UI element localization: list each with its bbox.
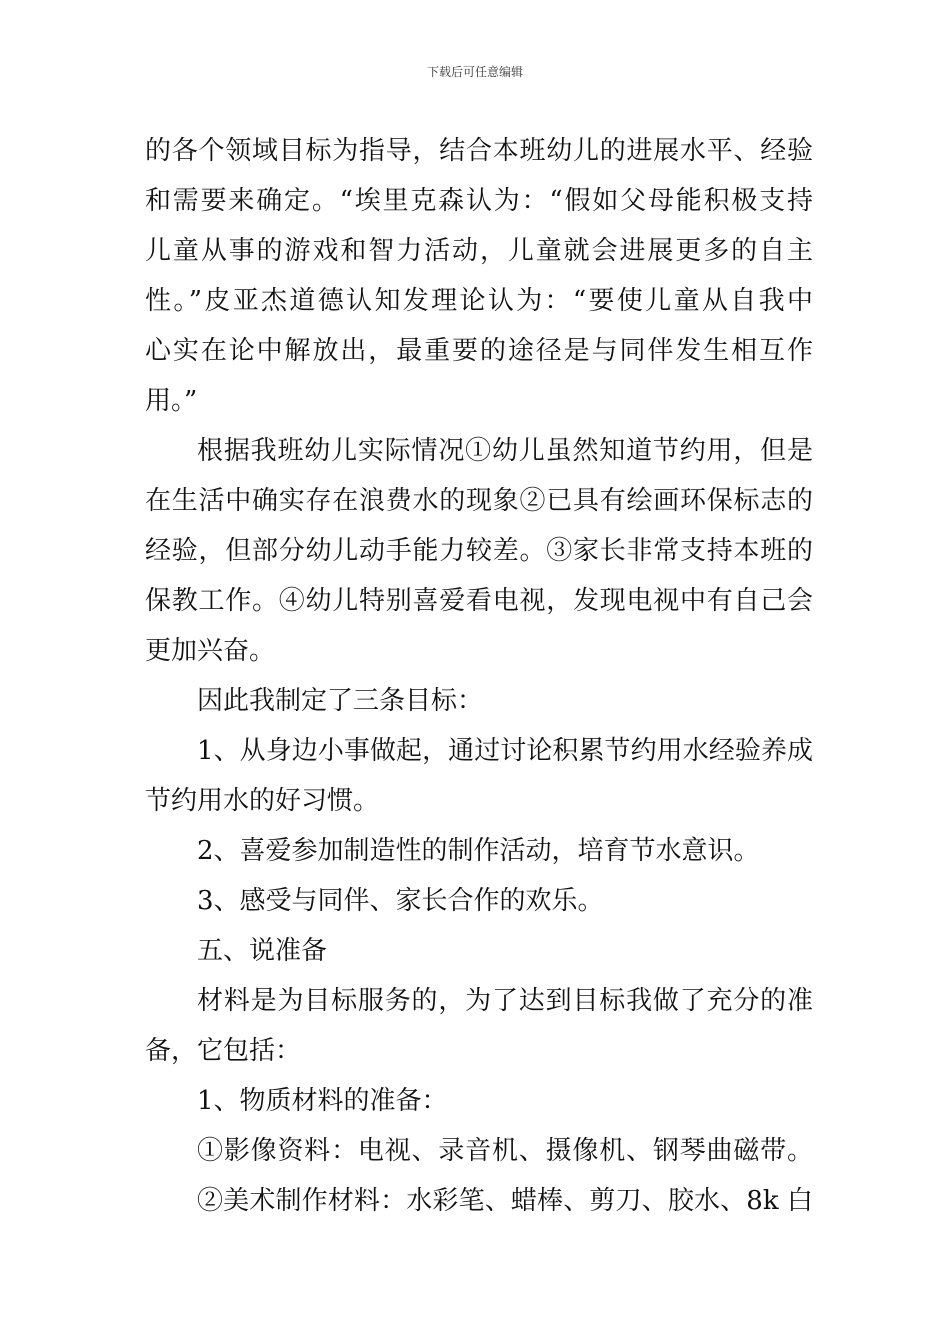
text-line: 3、感受与同伴、家长合作的欢乐。 [197, 886, 604, 916]
text-line: 1、从身边小事做起，通过讨论积累节约用水经验养成 [197, 736, 813, 766]
document-body [145, 126, 813, 1226]
text-line: 备，它包括： [145, 1036, 302, 1066]
text-line: 和需要来确定。“埃里克森认为：“假如父母能积极支持 [145, 186, 813, 216]
page-header: 下载后可任意编辑 [426, 65, 523, 79]
text-line: 根据我班幼儿实际情况①幼儿虽然知道节约用，但是 [197, 436, 813, 466]
text-line: 经验，但部分幼儿动手能力较差。③家长非常支持本班的 [145, 536, 813, 566]
text-line: 儿童从事的游戏和智力活动，儿童就会进展更多的自主 [145, 236, 813, 266]
text-line: 1、物质材料的准备： [197, 1086, 448, 1116]
text-line: 的各个领域目标为指导，结合本班幼儿的进展水平、经验 [145, 136, 813, 166]
text-line: 因此我制定了三条目标： [197, 686, 484, 716]
text-line: 材料是为目标服务的，为了达到目标我做了充分的准 [197, 986, 813, 1016]
text-line: 更加兴奋。 [145, 636, 276, 666]
text-line: ②美术制作材料：水彩笔、蜡棒、剪刀、胶水、8k 白 [197, 1186, 813, 1216]
text-line: 在生活中确实存在浪费水的现象②已具有绘画环保标志的 [145, 486, 813, 516]
text-line: 2、喜爱参加制造性的制作活动，培育节水意识。 [197, 836, 760, 866]
text-line: 性。”皮亚杰道德认知发理论认为：“要使儿童从自我中 [145, 286, 813, 316]
section-heading: 五、说准备 [197, 936, 328, 966]
text-line: 节约用水的好习惯。 [145, 786, 380, 816]
text-line: ①影像资料：电视、录音机、摄像机、钢琴曲磁带。 [197, 1136, 813, 1166]
text-line: 用。” [145, 386, 198, 416]
text-line: 心实在论中解放出，最重要的途径是与同伴发生相互作 [145, 336, 813, 366]
text-line: 保教工作。④幼儿特别喜爱看电视，发现电视中有自己会 [145, 586, 813, 616]
